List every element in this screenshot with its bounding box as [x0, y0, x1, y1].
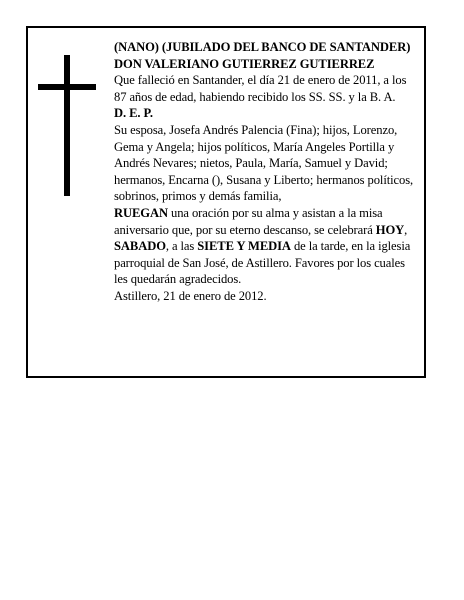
cross-icon-bar — [38, 84, 96, 90]
family-members: Su esposa, Josefa Andrés Palencia (Fina); hijos, Lorenzo, Gema y Angela; hijos políticos, María Angeles Portilla y Andrés Nevares; nietos, Paula, María, Samuel y David; hermanos, Encarna (), Susana y Liberto; hermanos políticos, sobrinos, primos y demás familia, — [114, 122, 414, 204]
comma-separator: , — [404, 222, 408, 237]
request-closing: de la tarde, en la iglesia parroquial de San José, de Astillero. Favores por los cuales les quedarán agradecidos. — [114, 239, 411, 287]
mass-request — [114, 205, 420, 288]
death-info: Que falleció en Santander, el día 21 de enero de 2011, a los 87 años de edad, habiendo recibido los SS. SS. y la B. A. — [114, 73, 407, 104]
deceased-name: DON VALERIANO GUTIERREZ GUTIERREZ — [114, 56, 375, 71]
day-keyword: HOY — [375, 222, 405, 237]
cross-icon — [64, 55, 70, 196]
nickname-line: (NANO) (JUBILADO DEL BANCO DE SANTANDER) — [114, 40, 411, 54]
rest-in-peace: D. E. P. — [114, 106, 153, 121]
place-and-date: Astillero, 21 de enero de 2012. — [114, 288, 267, 303]
time-prefix: , a las — [165, 239, 198, 254]
request-text: una oración por su alma y asistan a la misa aniversario que, por su eterno descanso, se celebrará — [114, 205, 383, 237]
time-keyword: SIETE Y MEDIA — [197, 239, 291, 254]
request-keyword: RUEGAN — [114, 205, 168, 220]
obituary-text — [114, 39, 420, 305]
weekday-keyword: SABADO — [114, 239, 166, 254]
